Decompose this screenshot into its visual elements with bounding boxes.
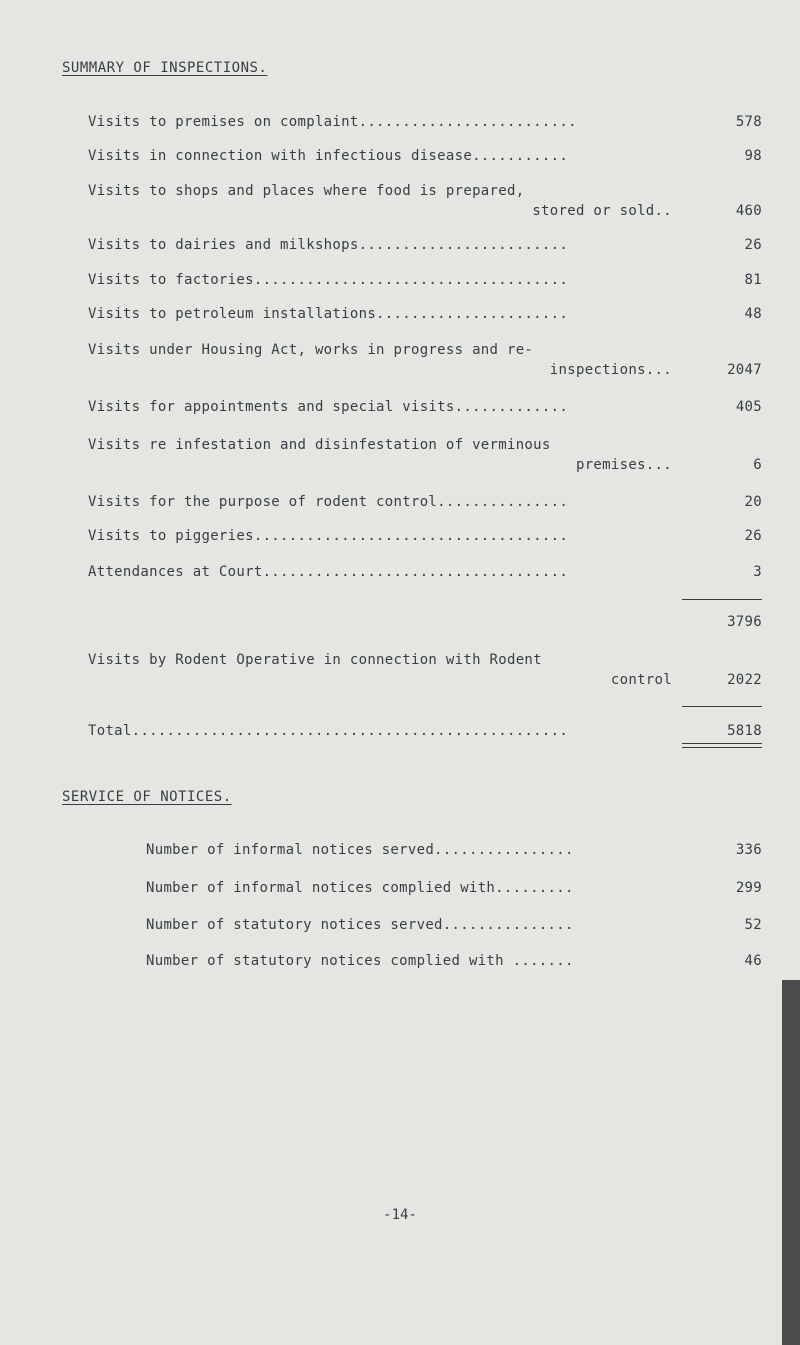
- list-item: Visits under Housing Act, works in progress and re- inspections... 2047: [88, 342, 762, 378]
- notices-heading: SERVICE OF NOTICES.: [62, 789, 232, 805]
- rodent-row: Visits by Rodent Operative in connection with Rodent control 2022: [88, 652, 762, 688]
- inspections-heading: SUMMARY OF INSPECTIONS.: [62, 60, 268, 76]
- subtotal-rule: [682, 599, 762, 600]
- total-rule: [682, 706, 762, 707]
- list-item: Visits re infestation and disinfestation of verminous premises... 6: [88, 437, 762, 473]
- double-rule-bottom: [682, 747, 762, 748]
- list-item: Visits to shops and places where food is prepared, stored or sold.. 460: [88, 183, 762, 219]
- page-edge-shadow: [782, 980, 800, 1345]
- page-number: -14-: [383, 1207, 417, 1223]
- double-rule-top: [682, 743, 762, 744]
